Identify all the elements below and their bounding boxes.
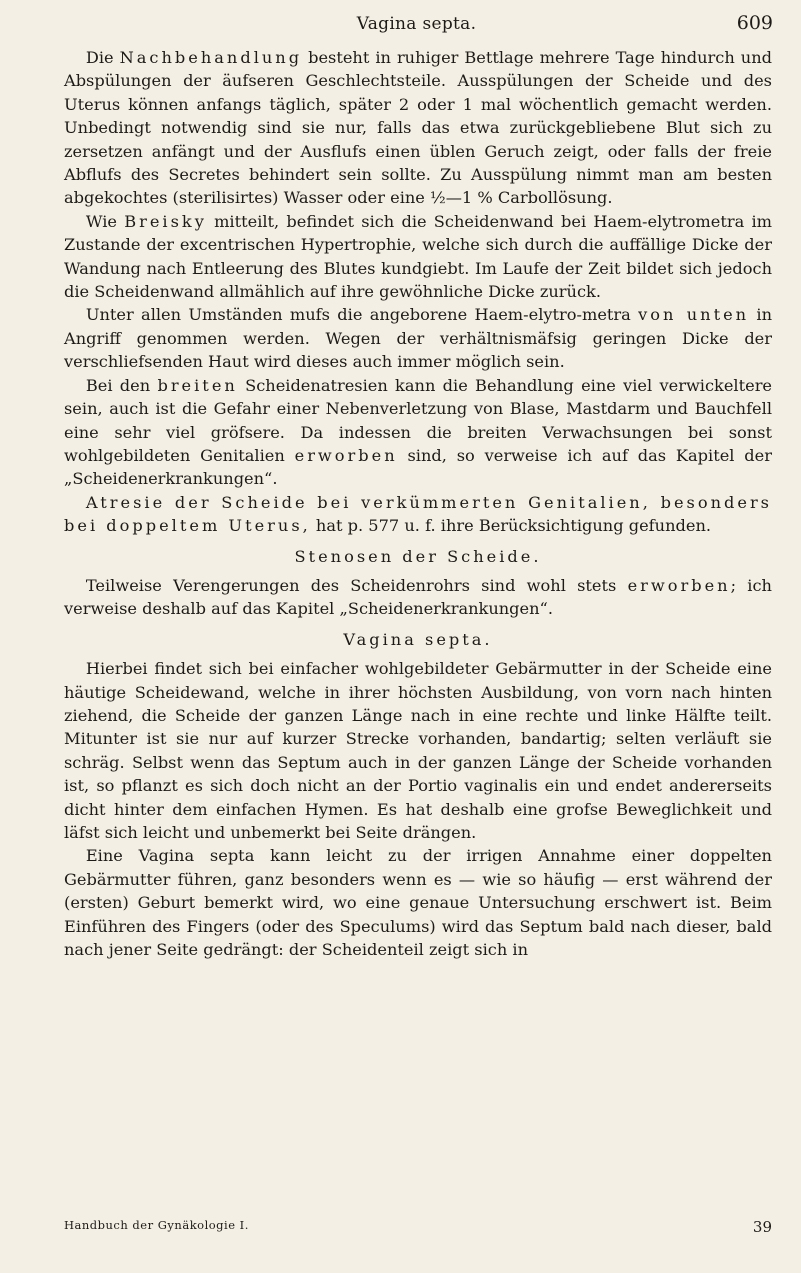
- spaced-emphasis: erworben: [294, 445, 398, 465]
- paragraph-atresie-verkuemmert: [64, 491, 772, 538]
- page-header: [60, 14, 773, 40]
- spaced-emphasis: von unten: [638, 305, 750, 325]
- text-run: in Angriff genommen werden. Wegen der verhältnismäfsig geringen Dicke der verschliefsenden Haut wird dieses auch immer möglich sein.: [64, 305, 772, 372]
- text-run: Bei den: [85, 375, 158, 395]
- text-run: Wie: [85, 211, 125, 231]
- spaced-emphasis: erworben: [627, 575, 731, 595]
- footer-signature: 39: [752, 1218, 772, 1236]
- running-title: Vagina septa.: [356, 14, 477, 34]
- footer-book-title: Handbuch der Gynäkologie I.: [64, 1218, 249, 1232]
- paragraph-hierbei: Hierbei findet sich bei einfacher wohlgebildeter Gebärmutter in der Scheide eine häutige Scheidewand, welche in ihrer höchsten Ausbildung, von vorn nach hinten ziehend, die Scheide der ganzen Länge nach in eine rechte und linke Hälfte teilt. Mitunter ist sie nur auf kurzer Strecke vorhanden, bandartig; selten verläuft sie schräg. Selbst wenn das Septum auch in der ganzen Länge der Scheide vorhanden ist, so pflanzt es sich doch nicht an der Portio vaginalis ein und endet andererseits dicht hinter dem einfachen Hymen. Es hat deshalb eine grofse Beweglichkeit und läfst sich leicht und unbemerkt bei Seite drängen.: [64, 659, 772, 842]
- paragraph-eine-vagina-septa: Eine Vagina septa kann leicht zu der irrigen Annahme einer doppelten Gebärmutter führen, ganz besonders wenn es — wie so häufig — erst während der (ersten) Geburt bemerkt wird, wo eine genaue Untersuchung erschwert ist. Beim Einführen des Fingers (oder des Speculums) wird das Septum bald nach dieser, bald nach jener Seite gedrängt: der Scheidenteil zeigt sich in: [64, 846, 772, 960]
- spaced-emphasis: Nachbehandlung: [119, 48, 303, 67]
- spaced-emphasis: Breisky: [124, 211, 207, 231]
- text-run: mitteilt, befindet sich die Scheidenwand bei Haem-elytrometra im Zustande der excentrischen Hypertrophie, welche sich durch die auffällige Dicke der Wandung nach Entleerung des Blutes kundgiebt. Im Laufe der Zeit bildet sich jedoch die Scheidenwand allmählich auf ihre gewöhnliche Dicke zurück.: [64, 211, 772, 302]
- paragraph-nachbehandlung: [64, 46, 772, 210]
- paragraph-unter-allen-umstaenden: [64, 303, 772, 373]
- spaced-emphasis: Atresie der Scheide bei verkümmerten Genitalien, besonders bei doppeltem Uterus,: [64, 492, 772, 536]
- paragraph-verengerungen: [64, 574, 772, 621]
- spaced-emphasis: breiten: [157, 375, 238, 395]
- paragraph-breisky: [64, 210, 772, 304]
- page-number: 609: [736, 12, 773, 34]
- text-run: sind, so verweise ich auf das Kapitel der „Scheidenerkrankungen“.: [64, 445, 772, 489]
- text-run: Scheidenatresien kann die Behandlung eine viel verwickeltere sein, auch ist die Gefahr einer Nebenverletzung von Blase, Mastdarm und Bauchfell eine sehr viel gröfsere. Da indessen die breiten Verwachsungen bei sonst wohlgebildeten Genitalien: [64, 375, 773, 465]
- text-run: hat p. 577 u. f. ihre Berücksichtigung gefunden.: [310, 516, 712, 536]
- paragraph-breite-atresien: [64, 374, 772, 491]
- text-run: Teilweise Verengerungen des Scheidenrohrs sind wohl stets: [85, 575, 628, 595]
- text-run: ; ich verweise deshalb auf das Kapitel „Scheidenerkrankungen“.: [64, 575, 772, 619]
- text-run: Die: [85, 48, 120, 67]
- section-heading-stenosen: Stenosen der Scheide.: [294, 546, 542, 566]
- page-footer: [64, 1218, 772, 1240]
- text-run: besteht in ruhiger Bettlage mehrere Tage hindurch und Abspülungen der äufseren Geschlechtsteile. Ausspülungen der Scheide und des Uterus können anfangs täglich, später 2 oder 1 mal wöchentlich gemacht werden. Unbedingt notwendig sind sie nur, falls das etwa zurückgebliebene Blut sich zu zersetzen anfängt und der Ausflufs einen üblen Geruch zeigt, oder falls der freie Abflufs des Secretes behindert sein sollte. Zu Ausspülung nimmt man am besten abgekochtes (sterilisirtes) Wasser oder eine ½—1 % Carbollösung.: [64, 48, 772, 208]
- text-run: Unter allen Umständen mufs die angeborene Haem-elytro-metra: [85, 305, 639, 325]
- section-heading-vagina-septa: Vagina septa.: [343, 629, 493, 649]
- page-body: [64, 46, 772, 961]
